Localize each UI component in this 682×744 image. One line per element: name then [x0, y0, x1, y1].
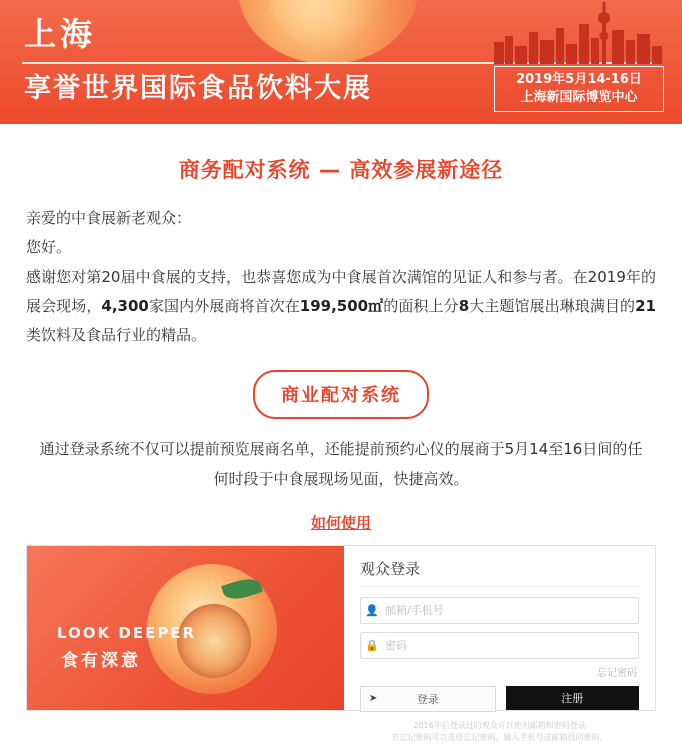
login-form — [344, 546, 655, 742]
stat-exhibitors: 4,300 — [101, 296, 149, 315]
letter-paragraph-mid3: 大主题馆展出琳琅满目的 — [469, 296, 636, 315]
letter-paragraph-mid2: 的面积上分 — [383, 296, 459, 315]
stat-categories: 21 — [635, 296, 656, 315]
letter-body — [26, 204, 656, 350]
letter-paragraph — [26, 263, 656, 351]
how-to-use-link[interactable]: 如何使用 — [310, 513, 371, 532]
matchmaking-system-button[interactable]: 商业配对系统 — [253, 370, 429, 419]
header-title: 享誉世界国际食品饮料大展 — [24, 73, 372, 104]
user-icon: 👤 — [365, 603, 379, 617]
login-notes — [360, 720, 639, 744]
password-field[interactable] — [360, 632, 639, 659]
letter-paragraph-prefix: 感谢您对第20届中食展的支持，也恭喜您成为中食展首次满馆的见证人和参与者。在2019年的展会现场， — [26, 267, 656, 315]
page-header — [0, 0, 682, 124]
letter-salutation: 亲爱的中食展新老观众： — [26, 209, 192, 227]
account-field[interactable] — [360, 597, 639, 624]
login-button-row — [360, 686, 639, 712]
login-note-line1: 2016年后登录过的观众可以使用邮箱和密码登录 — [413, 720, 586, 730]
letter-greeting: 您好。 — [26, 238, 72, 257]
arrow-right-icon: ➤ — [369, 693, 378, 705]
register-button-label: 注册 — [561, 691, 584, 705]
promo-tagline-en: LOOK DEEPER — [57, 623, 197, 642]
letter-paragraph-suffix: 类饮料及食品行业的精品。 — [26, 326, 207, 344]
page-title: 商务配对系统 — 高效参展新途径 — [178, 158, 504, 182]
lock-icon: 🔒 — [365, 638, 379, 652]
account-input[interactable] — [383, 597, 638, 624]
event-date: 2019年5月14-16日 — [516, 72, 642, 87]
promo-tagline-cn: 食有深意 — [61, 650, 141, 671]
event-venue: 上海新国际博览中心 — [520, 89, 638, 105]
promo-banner — [27, 546, 344, 710]
header-city: 上海 — [24, 15, 97, 53]
login-button-label: 登录 — [416, 692, 439, 706]
stat-halls: 8 — [458, 296, 470, 315]
forgot-password-link[interactable]: 忘记密码 — [597, 667, 637, 679]
letter-paragraph-mid1: 家国内外展商将首次在 — [148, 296, 300, 315]
password-input[interactable] — [383, 632, 638, 659]
login-button[interactable] — [360, 686, 496, 712]
login-panel — [26, 545, 656, 742]
event-date-box — [494, 66, 664, 112]
register-button[interactable] — [506, 686, 640, 710]
cta-description: 通过登录系统不仅可以提前预览展商名单，还能提前预约心仪的展商于5月14至16日间的任何时段于中食展现场见面，快捷高效。 — [39, 440, 643, 488]
login-form-title: 观众登录 — [360, 558, 639, 587]
stat-area: 199,500㎡ — [299, 296, 384, 315]
shanghai-skyline-icon — [494, 2, 664, 64]
cta-container — [0, 370, 682, 419]
login-note-line2: 若忘记密码可以选择忘记密码，输入手机号或邮箱找回密码。 — [391, 732, 608, 742]
